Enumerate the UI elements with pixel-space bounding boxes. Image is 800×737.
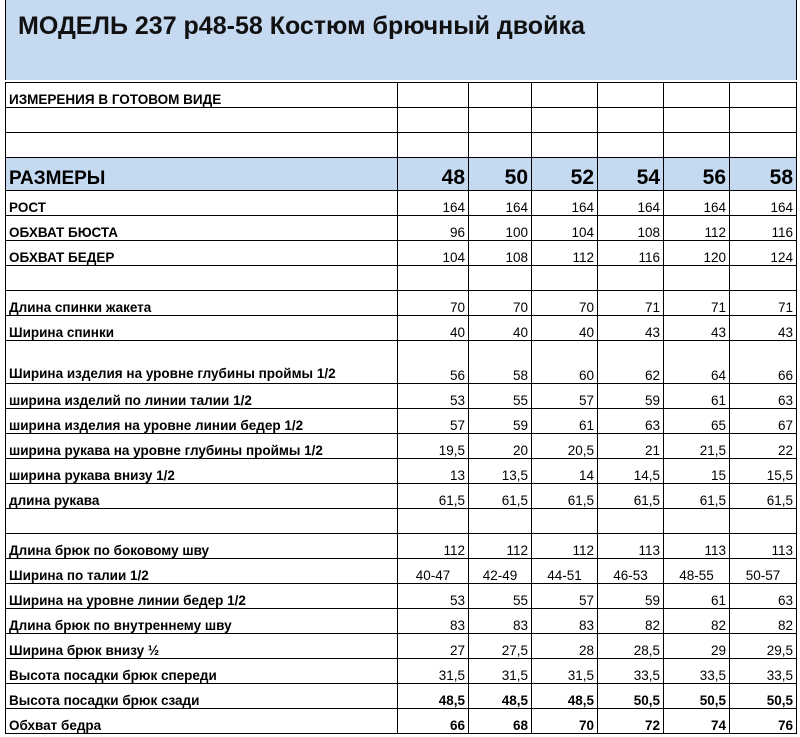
value-cell: 112	[664, 216, 730, 241]
value-cell: 31,5	[532, 659, 598, 684]
value-cell: 63	[598, 409, 664, 434]
value-cell: 71	[730, 291, 797, 316]
table-row	[6, 191, 797, 216]
size-cell: 54	[598, 158, 664, 191]
value-cell: 15,5	[730, 459, 797, 484]
empty-row	[6, 133, 797, 158]
row-label: ширина рукава внизу 1/2	[6, 459, 398, 484]
size-cell: 48	[398, 158, 469, 191]
value-cell: 53	[398, 384, 469, 409]
value-cell: 61,5	[398, 484, 469, 509]
value-cell: 58	[469, 341, 532, 384]
value-cell: 108	[469, 241, 532, 266]
value-cell: 164	[598, 191, 664, 216]
value-cell: 61	[664, 384, 730, 409]
row-label: РОСТ	[6, 191, 398, 216]
row-label: Длина спинки жакета	[6, 291, 398, 316]
value-cell: 43	[598, 316, 664, 341]
row-label: ОБХВАТ БЮСТА	[6, 216, 398, 241]
value-cell: 50,5	[664, 684, 730, 709]
value-cell: 50,5	[730, 684, 797, 709]
value-cell: 82	[598, 609, 664, 634]
value-cell: 70	[398, 291, 469, 316]
value-cell: 48,5	[469, 684, 532, 709]
value-cell: 83	[532, 609, 598, 634]
value-cell: 112	[398, 534, 469, 559]
value-cell: 21,5	[664, 434, 730, 459]
value-cell: 27	[398, 634, 469, 659]
value-cell: 57	[398, 409, 469, 434]
value-cell: 13	[398, 459, 469, 484]
value-cell: 21	[598, 434, 664, 459]
table-row	[6, 559, 797, 584]
table-row	[6, 634, 797, 659]
table-row	[6, 709, 797, 734]
size-cell: 56	[664, 158, 730, 191]
value-cell: 63	[730, 584, 797, 609]
table-caption: ИЗМЕРЕНИЯ В ГОТОВОМ ВИДЕ	[6, 83, 398, 108]
value-cell: 113	[730, 534, 797, 559]
table-row	[6, 341, 797, 384]
value-cell: 48,5	[532, 684, 598, 709]
row-label: Длина брюк по внутреннему шву	[6, 609, 398, 634]
value-cell: 164	[398, 191, 469, 216]
row-label: ширина изделия на уровне линии бедер 1/2	[6, 409, 398, 434]
value-cell: 55	[469, 584, 532, 609]
value-cell: 113	[598, 534, 664, 559]
value-cell: 46-53	[598, 559, 664, 584]
empty-row	[6, 266, 797, 291]
value-cell: 61,5	[664, 484, 730, 509]
value-cell: 61,5	[598, 484, 664, 509]
value-cell: 31,5	[469, 659, 532, 684]
value-cell: 40	[398, 316, 469, 341]
value-cell: 61	[532, 409, 598, 434]
value-cell: 28	[532, 634, 598, 659]
value-cell: 124	[730, 241, 797, 266]
value-cell: 20,5	[532, 434, 598, 459]
row-label: длина рукава	[6, 484, 398, 509]
value-cell: 108	[598, 216, 664, 241]
value-cell: 48-55	[664, 559, 730, 584]
value-cell: 71	[664, 291, 730, 316]
value-cell: 67	[730, 409, 797, 434]
value-cell: 83	[398, 609, 469, 634]
sizes-label: РАЗМЕРЫ	[6, 158, 398, 191]
row-label: ширина изделий по линии талии 1/2	[6, 384, 398, 409]
value-cell: 42-49	[469, 559, 532, 584]
value-cell: 56	[398, 341, 469, 384]
size-cell: 50	[469, 158, 532, 191]
value-cell: 59	[598, 584, 664, 609]
row-label: Ширина брюк внизу ½	[6, 634, 398, 659]
value-cell: 83	[469, 609, 532, 634]
table-row	[6, 316, 797, 341]
value-cell: 71	[598, 291, 664, 316]
value-cell: 164	[532, 191, 598, 216]
sizes-row	[6, 158, 797, 191]
row-label: Обхват бедра	[6, 709, 398, 734]
table-row	[6, 409, 797, 434]
value-cell: 33,5	[730, 659, 797, 684]
size-cell: 58	[730, 158, 797, 191]
value-cell: 70	[532, 709, 598, 734]
value-cell: 82	[730, 609, 797, 634]
value-cell: 57	[532, 384, 598, 409]
value-cell: 70	[469, 291, 532, 316]
row-label: Высота посадки брюк сзади	[6, 684, 398, 709]
table-row	[6, 534, 797, 559]
row-label: Ширина изделия на уровне глубины проймы 1/2	[6, 341, 398, 384]
value-cell: 104	[398, 241, 469, 266]
table-row	[6, 241, 797, 266]
value-cell: 82	[664, 609, 730, 634]
value-cell: 13,5	[469, 459, 532, 484]
value-cell: 40-47	[398, 559, 469, 584]
value-cell: 53	[398, 584, 469, 609]
table-row	[6, 659, 797, 684]
value-cell: 64	[664, 341, 730, 384]
value-cell: 31,5	[398, 659, 469, 684]
value-cell: 43	[730, 316, 797, 341]
page-title: МОДЕЛЬ 237 р48-58 Костюм брючный двойка	[18, 12, 585, 40]
table-row	[6, 609, 797, 634]
value-cell: 66	[730, 341, 797, 384]
value-cell: 116	[598, 241, 664, 266]
value-cell: 96	[398, 216, 469, 241]
empty-row	[6, 108, 797, 133]
empty-row	[6, 509, 797, 534]
value-cell: 120	[664, 241, 730, 266]
value-cell: 14,5	[598, 459, 664, 484]
size-chart-table	[5, 82, 797, 734]
row-label: Длина брюк по боковому шву	[6, 534, 398, 559]
value-cell: 59	[469, 409, 532, 434]
value-cell: 112	[532, 534, 598, 559]
title-banner	[5, 0, 797, 80]
value-cell: 14	[532, 459, 598, 484]
row-label: ОБХВАТ БЕДЕР	[6, 241, 398, 266]
row-label: Ширина по талии 1/2	[6, 559, 398, 584]
value-cell: 33,5	[598, 659, 664, 684]
value-cell: 113	[664, 534, 730, 559]
value-cell: 104	[532, 216, 598, 241]
value-cell: 61,5	[730, 484, 797, 509]
table-row	[6, 384, 797, 409]
value-cell: 43	[664, 316, 730, 341]
value-cell: 44-51	[532, 559, 598, 584]
row-label: Ширина спинки	[6, 316, 398, 341]
value-cell: 164	[730, 191, 797, 216]
row-label: Высота посадки брюк спереди	[6, 659, 398, 684]
value-cell: 72	[598, 709, 664, 734]
table-row	[6, 484, 797, 509]
table-caption-row	[6, 83, 797, 108]
table-row	[6, 216, 797, 241]
table-row	[6, 584, 797, 609]
row-label: ширина рукава на уровне глубины проймы 1/2	[6, 434, 398, 459]
table-row	[6, 291, 797, 316]
table-row	[6, 684, 797, 709]
value-cell: 74	[664, 709, 730, 734]
value-cell: 70	[532, 291, 598, 316]
table-row	[6, 459, 797, 484]
table-row	[6, 434, 797, 459]
value-cell: 60	[532, 341, 598, 384]
value-cell: 20	[469, 434, 532, 459]
value-cell: 164	[664, 191, 730, 216]
value-cell: 48,5	[398, 684, 469, 709]
value-cell: 28,5	[598, 634, 664, 659]
value-cell: 100	[469, 216, 532, 241]
value-cell: 112	[532, 241, 598, 266]
value-cell: 33,5	[664, 659, 730, 684]
row-label: Ширина на уровне линии бедер 1/2	[6, 584, 398, 609]
value-cell: 63	[730, 384, 797, 409]
value-cell: 65	[664, 409, 730, 434]
value-cell: 15	[664, 459, 730, 484]
value-cell: 29	[664, 634, 730, 659]
value-cell: 40	[532, 316, 598, 341]
value-cell: 61	[664, 584, 730, 609]
value-cell: 29,5	[730, 634, 797, 659]
value-cell: 50-57	[730, 559, 797, 584]
value-cell: 40	[469, 316, 532, 341]
value-cell: 19,5	[398, 434, 469, 459]
value-cell: 27,5	[469, 634, 532, 659]
value-cell: 66	[398, 709, 469, 734]
value-cell: 76	[730, 709, 797, 734]
value-cell: 112	[469, 534, 532, 559]
value-cell: 55	[469, 384, 532, 409]
value-cell: 57	[532, 584, 598, 609]
value-cell: 22	[730, 434, 797, 459]
value-cell: 50,5	[598, 684, 664, 709]
value-cell: 61,5	[532, 484, 598, 509]
value-cell: 59	[598, 384, 664, 409]
size-cell: 52	[532, 158, 598, 191]
value-cell: 68	[469, 709, 532, 734]
value-cell: 62	[598, 341, 664, 384]
value-cell: 61,5	[469, 484, 532, 509]
value-cell: 116	[730, 216, 797, 241]
value-cell: 164	[469, 191, 532, 216]
